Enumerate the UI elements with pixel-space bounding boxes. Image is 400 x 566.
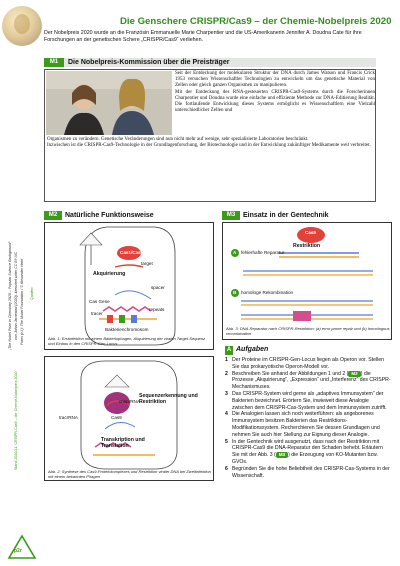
task-3 — [225, 391, 391, 411]
task-5 — [225, 439, 391, 466]
m1-paragraph-2a: Mit der Entdeckung des RNA-gesteuerten CRISPR-Cas9-Systems durch die Forscherinnen Charpentier und Doudna wurde eine einfache und effiziente Methode zur DNA-Editierung Realität. Die fortlaufende Entwicklung dieses Systems ermöglicht es Wissenschaftlern eine Vielzahl unterschiedlicher Zellen und — [175, 89, 375, 114]
task-6-text: Begründen Sie die hohe Beliebtheit des CRISPR-Cas-Systems in der Wissenschaft. — [232, 465, 390, 479]
tasks-title: Aufgaben — [236, 346, 269, 353]
fig2-sequenz-label: Sequenzerkennung und Restriktion — [139, 393, 198, 405]
task-5-text-b: ) die Erzeugung von KO-Mutanten bzw. GVOs. — [232, 452, 378, 465]
fig2-tracr-label: tracrRNA — [59, 415, 78, 420]
m3-header — [222, 211, 392, 220]
intro-text: Der Nobelpreis 2020 wurde an die Französin Emmanuelle Marie Charpentier und die US-Amerikanerin Jennifer A. Doudna Cate für ihre Forschungen an der genetischen Schere „CRISPR/Cas9“ verliehen. — [44, 30, 362, 43]
m1-text-bottom — [47, 137, 375, 149]
m1-box — [44, 69, 376, 202]
tasks-list — [225, 357, 391, 479]
fig2-crispr-rna-label: crisprRNA — [119, 399, 140, 404]
task-5-number: 5 — [225, 438, 228, 445]
credit-line-1: „The Nobel Prize in Chemistry 2020 – Popular Science Background“ — [8, 241, 12, 350]
m1-title: Die Nobelpreis-Kommission über die Preisträger — [68, 59, 230, 66]
task-1-number: 1 — [225, 357, 228, 363]
m1-paragraph-2b: Organismen zu verändern. Genetische Veränderungen sind nun nicht mehr auf wenige, sehr spezialisierte Laboratorien beschränkt. — [47, 137, 309, 142]
m3-tag: M3 — [222, 211, 240, 220]
fig1-repeats-label: repeats — [149, 307, 165, 312]
page-title: Die Genschere CRISPR/Cas9 – der Chemie-Nobelpreis 2020 — [120, 16, 392, 27]
figure-3 — [222, 222, 392, 340]
credit-line-3: Fotos (v.l.): The Nobel Foundation / © Alexander Heinl — [20, 258, 24, 345]
task-3-text: Das CRISPR-System wird gerne als „adaptives Immunsystem“ der Bakterien bezeichnet. Erörtern Sie, inwieweit diese Analogie zwischen dem CRISPR-Cas-System und dem Immunsystem zutrifft. — [232, 390, 387, 411]
fig3-cas9-label: Cas9 — [305, 230, 316, 235]
m2-title: Natürliche Funktionsweise — [65, 212, 154, 219]
task-3-number: 3 — [225, 390, 228, 397]
m2-tag: M2 — [44, 211, 62, 220]
task-1-text: Der Proteine im CRISPR-Gen-Locus liegen als Operon vor. Stellen Sie das prokaryotische Operon-Modell vor. — [232, 357, 385, 370]
m1-paragraph-1: Seit der Entdeckung der molekularen Struktur der DNA durch James Watson und Francis Crick 1953 versuchen Wissenschaftler Technologien zu entwickeln um das genetische Material von Zellen oder gleich ganzen Organismen zu manipulieren. — [175, 71, 375, 89]
fig1-bakterien-label: Bakterienchromosom — [105, 327, 149, 332]
m1-paragraph-3: Inzwischen ist die CRISPR-Cas9-Technologie in der Grundlagenforschung, der Biotechnologie und in der Entwicklung zukünftiger Medikamente weit verbreitet. — [47, 143, 371, 149]
fig3-homolog-label: homologe Rekombination — [241, 290, 294, 295]
fig1-akquirierung-label: Akquirierung — [93, 271, 126, 277]
fig1-cas-label: Cas1/Cas2 — [120, 250, 144, 255]
task-2-m2-chip[interactable]: M2 — [348, 371, 360, 377]
figure-3-drawing — [223, 223, 392, 340]
task-2 — [225, 371, 391, 391]
figure-1-caption: Abb. 1: Erstinfektion mit einem Bakteriophagen, Akquirierung der viralen Target-Sequenz und Einbau in den CRISPR-Gen-Locus — [48, 336, 206, 346]
task-2-text-a: Beschreiben Sie anhand der Abbildungen 1 und 2 ( — [232, 370, 349, 377]
task-5-m3-chip[interactable]: M3 — [276, 452, 288, 458]
fig3-b-label: B — [233, 290, 237, 295]
logo-text: p2r — [14, 548, 22, 554]
task-2-text-b: ) die Prozesse „Akquirierung“, „Expression“ und „Interferenz“ des CRISPR-Mechanismuses. — [232, 370, 391, 391]
task-5-text-a: In der Gentechnik wird ausgenutzt, dass nach der Restriktion mit CRISPR-Cas9 die DNA-Reparatur den Schaden behebt. Erläutern Sie mit der Abb. 3 ( — [232, 438, 383, 459]
fig1-cas-gene-label: Cas Gene — [89, 299, 110, 304]
task-2-number: 2 — [225, 370, 228, 377]
fig2-cas9-label: Cas9 — [111, 415, 122, 420]
m2-header — [44, 211, 214, 220]
m1-header — [44, 58, 376, 67]
m3-title: Einsatz in der Gentechnik — [243, 212, 329, 219]
fig2-transkription-label: Transkription und Translation — [101, 437, 145, 449]
fig3-a-label: A — [233, 250, 237, 255]
task-4-number: 4 — [225, 411, 228, 418]
credit-head: Quellen: — [30, 286, 34, 300]
tasks-tag: A — [226, 347, 232, 353]
task-4 — [225, 411, 391, 438]
m1-tag: M1 — [44, 58, 64, 67]
task-6 — [225, 466, 391, 480]
fig3-fehler-label: fehlerhafte Reparatur — [241, 250, 285, 255]
fig1-spacer-label: spacer — [151, 285, 165, 290]
figure-3-caption: Abb. 3: DNA-Reparatur nach CRISPR-Restriktion: (a) error prone repair und (b) homologous recombination — [226, 326, 390, 336]
figure-2 — [44, 356, 214, 481]
task-1 — [225, 357, 391, 371]
credit-line-2: von Johan Jarnestad (2020), lizenziert unter CC BY-NC — [14, 251, 18, 340]
task-4-text: Die Analogien lassen sich noch weiterführen: als angeborenes Immunsystem besitzen Bakterien das Restriktions-Modifikationssystem. Recherchieren Sie dessen Grundlagen und nehmen Sie auch hier Stellung zur Eignung dieser Analogie. — [232, 411, 380, 438]
m1-text-right — [175, 71, 375, 114]
nobel-medal-image — [2, 2, 42, 58]
fig1-target-label: target — [141, 261, 153, 266]
task-6-number: 6 — [225, 465, 228, 472]
recycle-logo-icon — [6, 534, 38, 562]
fig3-restriktion-label: Restriktion — [293, 243, 321, 249]
footer-meta: Stand 2020/21, CRISPR-Cas9 – der Chemie-Nobelpreis 2020 — [14, 371, 18, 470]
figure-1 — [44, 222, 214, 350]
figure-2-caption: Abb. 2: Synthese des Cas9-Proteinkomplexes und Restriktion viraler DNA bei Zweitinfektion mit einem bekannten Phagen — [48, 469, 211, 479]
laureates-photo — [46, 71, 172, 135]
fig1-tracer-label: tracer — [91, 311, 103, 316]
